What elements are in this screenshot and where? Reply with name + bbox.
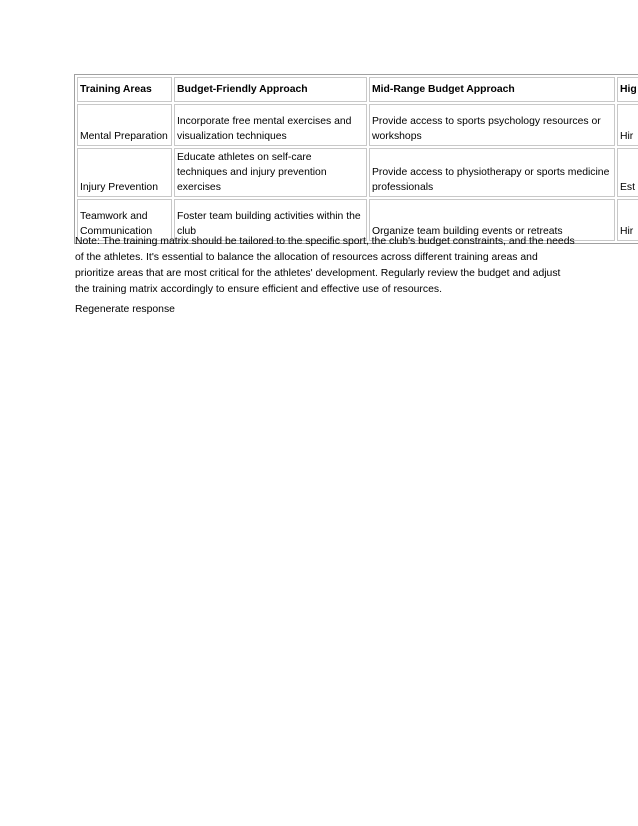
table-cell: Foster team building activities within the club bbox=[174, 199, 367, 241]
table-cell: Injury Prevention bbox=[77, 148, 172, 197]
header-training-areas: Training Areas bbox=[77, 77, 172, 102]
table-row bbox=[77, 148, 638, 197]
table-cell: Incorporate free mental exercises and visualization techniques bbox=[174, 104, 367, 146]
table-cell: Organize team building events or retreats bbox=[369, 199, 615, 241]
table-header-row bbox=[77, 77, 638, 102]
table-cell: Provide access to sports psychology resources or workshops bbox=[369, 104, 615, 146]
header-budget-friendly: Budget-Friendly Approach bbox=[174, 77, 367, 102]
table-cell: Provide access to physiotherapy or sports medicine professionals bbox=[369, 148, 615, 197]
table-cell: Educate athletes on self-care techniques and injury prevention exercises bbox=[174, 148, 367, 197]
table-cell: Hir bbox=[617, 199, 638, 241]
training-matrix-table bbox=[74, 74, 638, 244]
table-row bbox=[77, 104, 638, 146]
table-cell: Mental Preparation bbox=[77, 104, 172, 146]
header-high-budget: Hig bbox=[617, 77, 638, 102]
table-cell: Teamwork and Communication bbox=[77, 199, 172, 241]
table-cell: Hir bbox=[617, 104, 638, 146]
regenerate-response-text: Regenerate response bbox=[75, 304, 175, 315]
training-matrix-wrapper bbox=[74, 74, 638, 244]
note-paragraph: Note: The training matrix should be tailored to the specific sport, the club's budget constraints, and the needs of the athletes. It's essential to balance the allocation of resources across different training areas and prioritize areas that are most critical for the athletes' development. Regularly review the budget and adjust the training matrix accordingly to ensure efficient and effective use of resources. bbox=[75, 236, 575, 295]
table-cell: Est bbox=[617, 148, 638, 197]
header-mid-range: Mid-Range Budget Approach bbox=[369, 77, 615, 102]
